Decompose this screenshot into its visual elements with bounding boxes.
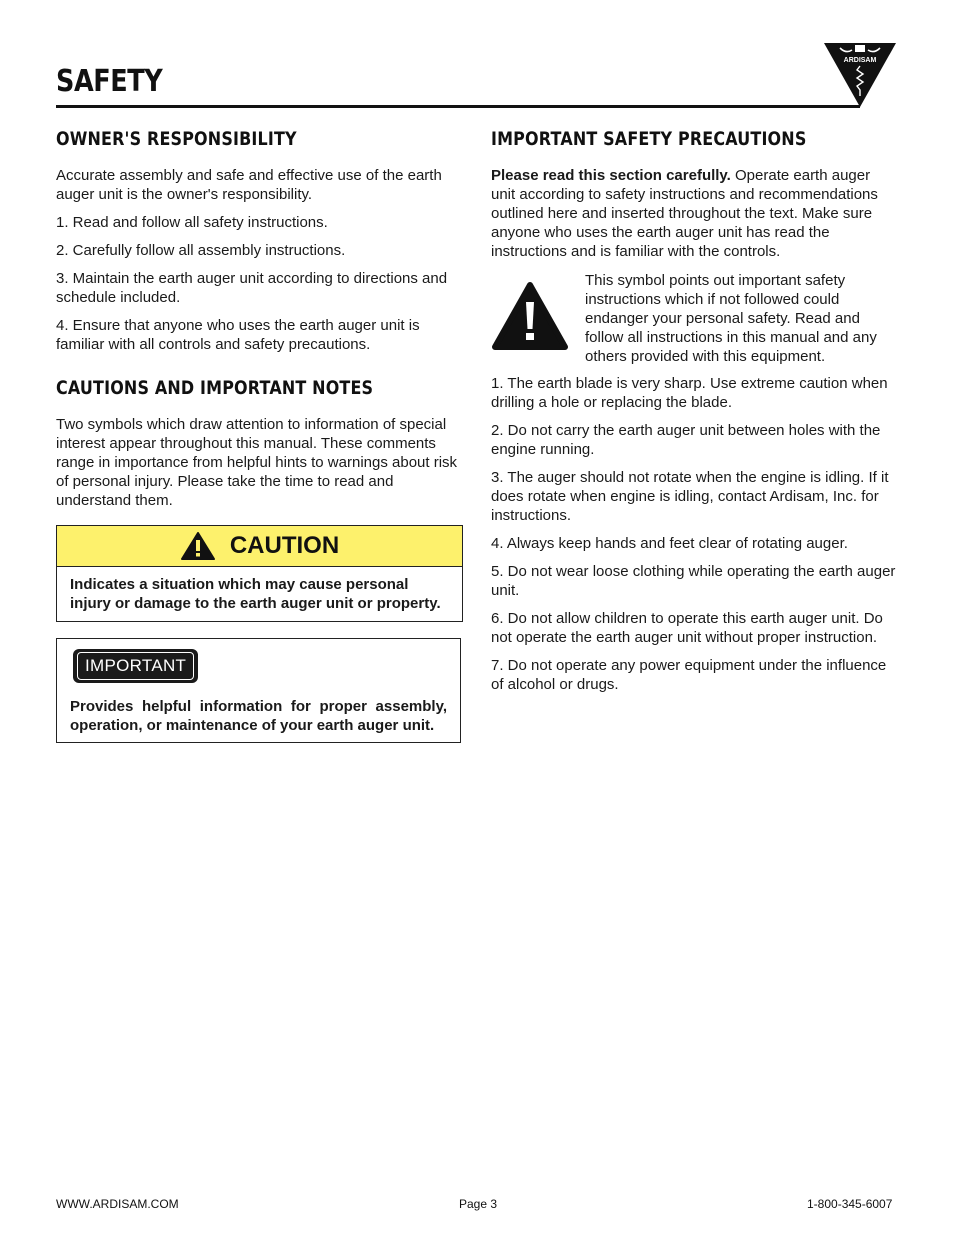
precautions-intro [491,166,896,261]
right-column [491,128,896,703]
owner-intro: Accurate assembly and safe and effective use of the earth auger unit is the owner's responsibility. [56,167,442,203]
cautions-notes-heading: CAUTIONS AND IMPORTANT NOTES [56,377,374,399]
important-box [56,638,461,743]
footer-page-number: Page 3 [459,1197,498,1211]
owner-item-4: 4. Ensure that anyone who uses the earth auger unit is familiar with all controls and safety precautions. [56,317,420,353]
important-text: Provides helpful information for proper assembly, operation, or maintenance of your earth auger unit. [70,698,447,734]
left-column [56,128,462,743]
title-rule [56,105,860,108]
owner-item-1: 1. Read and follow all safety instructions. [56,214,328,231]
precaution-item-2: 2. Do not carry the earth auger unit between holes with the engine running. [491,422,881,458]
precaution-item-3: 3. The auger should not rotate when the engine is idling. If it does rotate when engine is idling, contact Ardisam, Inc. for instructions. [491,469,889,524]
precautions-intro-rest: Operate earth auger unit according to safety instructions and recommendations outlined here and inserted throughout the text. Make sure anyone who uses the earth auger unit has read the instructions and is familiar with the controls. [491,167,878,260]
logo-text: ARDISAM [843,57,877,64]
precaution-item-1: 1. The earth blade is very sharp. Use extreme caution when drilling a hole or replacing the blade. [491,375,888,411]
warning-triangle-icon [180,531,216,561]
precaution-item-4: 4. Always keep hands and feet clear of rotating auger. [491,535,848,552]
precautions-intro-bold: Please read this section carefully. [491,167,731,184]
caution-box [56,525,463,622]
precaution-item-6: 6. Do not allow children to operate this earth auger unit. Do not operate the earth auger unit without proper instruction. [491,610,883,646]
caution-label: CAUTION [229,532,340,559]
owner-item-3: 3. Maintain the earth auger unit according to directions and schedule included. [56,270,448,306]
precaution-item-5: 5. Do not wear loose clothing while operating the earth auger unit. [491,563,896,599]
footer-website: WWW.ARDISAM.COM [56,1197,179,1211]
caution-text: Indicates a situation which may cause personal injury or damage to the earth auger unit or property. [70,576,441,612]
safety-precautions-heading: IMPORTANT SAFETY PRECAUTIONS [491,128,807,150]
safety-symbol-row [491,271,896,366]
important-label: IMPORTANT [77,652,194,680]
warning-triangle-icon [491,281,569,351]
precaution-item-7: 7. Do not operate any power equipment under the influence of alcohol or drugs. [491,657,887,693]
cautions-intro: Two symbols which draw attention to information of special interest appear throughout this manual. These comments range in importance from helpful hints to warnings about risk of personal injury. Please take the time to read and understand them. [56,416,458,509]
important-badge [73,649,198,683]
caution-header [57,526,462,567]
owner-item-2: 2. Carefully follow all assembly instructions. [56,242,346,259]
ardisam-logo [822,42,898,108]
footer-phone: 1-800-345-6007 [807,1197,893,1211]
owner-responsibility-heading: OWNER'S RESPONSIBILITY [56,128,297,150]
symbol-explanation: This symbol points out important safety instructions which if not followed could endanger your personal safety. Read and follow all instructions in this manual and any others provided with this equipment. [585,272,877,365]
page-title: SAFETY [56,64,163,99]
